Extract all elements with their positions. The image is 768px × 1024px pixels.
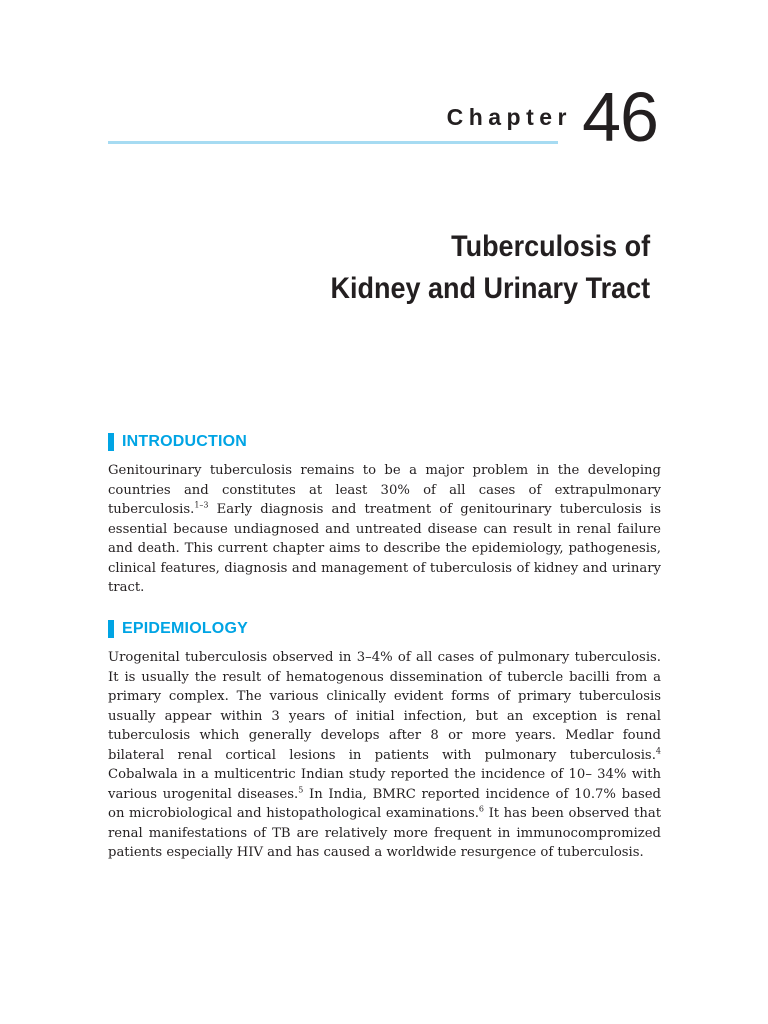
section-heading — [108, 431, 661, 453]
chapter-label: Chapter — [446, 104, 572, 130]
paragraph-text: It has been observed that renal manifestations of TB are relatively more frequent in immunocompromized patients especially HIV and has caused a worldwide resurgence of tuberculosis. — [108, 806, 661, 860]
heading-marker — [108, 620, 114, 638]
section-heading — [108, 618, 661, 640]
chapter-title — [330, 226, 650, 310]
paragraph-text: Cobalwala in a multicentric Indian study reported the incidence of 10– 34% with various urogenital diseases. — [108, 767, 661, 802]
citation-superscript: 4 — [655, 746, 661, 756]
citation-superscript: 5 — [298, 785, 304, 795]
chapter-title-line-1: Tuberculosis of — [450, 230, 650, 263]
chapter-title-line-2: Kidney and Urinary Tract — [330, 272, 650, 305]
section-paragraph — [108, 648, 661, 863]
section-paragraph — [108, 461, 661, 598]
citation-superscript: 6 — [478, 804, 485, 814]
section-heading-text: INTRODUCTION — [122, 433, 248, 450]
chapter-rule — [108, 141, 558, 144]
paragraph-text: In India, BMRC reported incidence of 10.7% based on microbiological and histopathological examinations. — [108, 786, 662, 821]
paragraph-text: Urogenital tuberculosis observed in 3–4% of all cases of pulmonary tuberculosis. It is usually the result of hematogenous dissemination of tubercle bacilli from a primary complex. The various clinically evident forms of primary tuberculosis usually appear within 3 years of initial infection, but an exception is renal tuberculosis which generally develops after 8 or more years. Medlar found bilateral renal cortical lesions in patients with pulmonary tuberculosis. — [108, 650, 661, 763]
section-introduction — [108, 431, 661, 598]
section-epidemiology — [108, 618, 661, 863]
paragraph-text: Genitourinary tuberculosis remains to be a major problem in the developing countries and constitutes at least 30% of all cases of extrapulmonary tuberculosis. — [108, 463, 661, 517]
section-heading-text: EPIDEMIOLOGY — [122, 620, 248, 637]
citation-superscript: 1–3 — [194, 500, 209, 510]
chapter-number: 46 — [582, 78, 658, 156]
heading-marker — [108, 433, 114, 451]
paragraph-text: Early diagnosis and treatment of genitourinary tuberculosis is essential because undiagnosed and untreated disease can result in renal failure and death. This current chapter aims to describe the epidemiology, pathogenesis, clinical features, diagnosis and management of tuberculosis of kidney and urinary tract. — [108, 502, 661, 595]
